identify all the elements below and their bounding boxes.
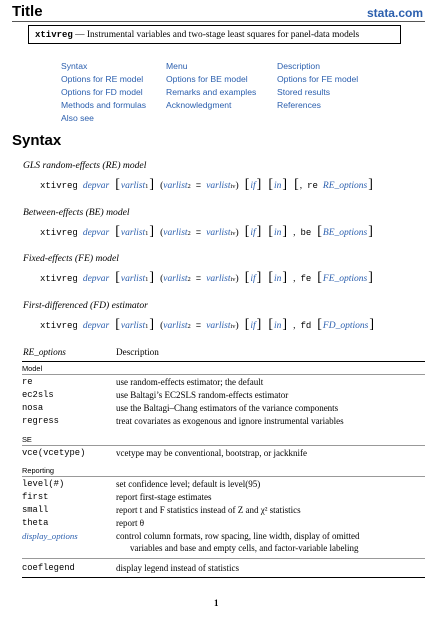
option-nosa: nosa bbox=[22, 403, 44, 413]
link-description[interactable]: Description bbox=[277, 61, 320, 71]
re-options-link[interactable]: RE_options bbox=[322, 181, 368, 191]
option-small: small bbox=[22, 505, 49, 515]
link-options-fe[interactable]: Options for FE model bbox=[277, 74, 359, 84]
model-label-be: Between-effects (BE) model bbox=[23, 207, 130, 218]
group-label-se: SE bbox=[22, 435, 32, 444]
page-title: Title bbox=[12, 3, 43, 20]
option-coeflegend-desc: display legend instead of statistics bbox=[116, 563, 239, 573]
option-small-desc: report t and F statistics instead of Z and χ² statistics bbox=[116, 505, 301, 515]
option-vce: vce(vcetype) bbox=[22, 448, 86, 458]
fd-options-link[interactable]: FD_options bbox=[322, 321, 369, 331]
page-number: 1 bbox=[214, 598, 219, 608]
group-rule bbox=[22, 445, 425, 446]
option-coeflegend: coeflegend bbox=[22, 563, 75, 573]
fe-options-link[interactable]: FE_options bbox=[322, 274, 368, 284]
group-rule bbox=[22, 374, 425, 375]
command-title-box bbox=[28, 25, 401, 44]
link-acknowledgment[interactable]: Acknowledgment bbox=[166, 100, 232, 110]
group-label-model: Model bbox=[22, 364, 43, 373]
varlistiv-link[interactable]: varlist bbox=[206, 181, 231, 191]
link-options-re[interactable]: Options for RE model bbox=[61, 74, 144, 84]
link-also-see[interactable]: Also see bbox=[61, 113, 94, 123]
option-display-options-desc-cont: variables and base and empty cells, and factor-variable labeling bbox=[130, 543, 359, 553]
link-remarks[interactable]: Remarks and examples bbox=[166, 87, 257, 97]
section-heading-syntax: Syntax bbox=[12, 132, 62, 149]
syntax-line-fe: xtivreg depvar [ varlist 1 ] ( varlist 2 = varlist iv ) [ if ] [ in ] , fe [ FE_options ] bbox=[40, 270, 373, 285]
option-nosa-desc: use the Baltagi–Chang estimators of the variance components bbox=[116, 403, 339, 413]
option-ec2sls: ec2sls bbox=[22, 390, 54, 400]
command-name: xtivreg bbox=[35, 30, 73, 40]
group-rule bbox=[22, 476, 425, 477]
option-theta: theta bbox=[22, 518, 49, 528]
model-label-re: GLS random-effects (RE) model bbox=[23, 160, 147, 171]
if-link[interactable]: if bbox=[250, 181, 256, 191]
depvar-link[interactable]: depvar bbox=[82, 181, 110, 191]
model-label-fe: Fixed-effects (FE) model bbox=[23, 253, 119, 264]
syntax-line-fd: xtivreg depvar [ varlist 1 ] ( varlist 2 = varlist iv ) [ if ] [ in ] , fd [ FD_options ] bbox=[40, 317, 374, 332]
cmd-name: xtivreg bbox=[40, 181, 78, 191]
option-regress: regress bbox=[22, 416, 59, 426]
group-label-reporting: Reporting bbox=[22, 466, 55, 475]
title-rule bbox=[12, 21, 425, 22]
link-methods[interactable]: Methods and formulas bbox=[61, 100, 147, 110]
table-col2-header: Description bbox=[116, 347, 159, 357]
option-vce-desc: vcetype may be conventional, bootstrap, or jackknife bbox=[116, 448, 307, 458]
syntax-line-re: xtivreg depvar [ varlist 1 ] ( varlist 2 = varlist iv ) [ if ] [ in ] [ , re RE_options ] bbox=[40, 177, 373, 192]
table-header-rule bbox=[22, 361, 425, 362]
option-re-desc: use random-effects estimator; the default bbox=[116, 377, 264, 387]
in-link[interactable]: in bbox=[274, 181, 282, 191]
option-display-options-desc: control column formats, row spacing, line width, display of omitted bbox=[116, 531, 360, 541]
be-options-link[interactable]: BE_options bbox=[322, 228, 368, 238]
link-options-fd[interactable]: Options for FD model bbox=[61, 87, 143, 97]
command-description: — Instrumental variables and two-stage least squares for panel-data models bbox=[75, 30, 360, 40]
varlist1-link[interactable]: varlist bbox=[120, 181, 146, 191]
varlist2-link[interactable]: varlist bbox=[163, 181, 188, 191]
option-level: level(#) bbox=[22, 479, 65, 489]
link-references[interactable]: References bbox=[277, 100, 321, 110]
link-stored-results[interactable]: Stored results bbox=[277, 87, 331, 97]
table-bottom-rule bbox=[22, 577, 425, 578]
link-menu[interactable]: Menu bbox=[166, 61, 188, 71]
site-link[interactable]: stata.com bbox=[366, 6, 423, 20]
syntax-line-be: xtivreg depvar [ varlist 1 ] ( varlist 2 = varlist iv ) [ if ] [ in ] , be [ BE_options ] bbox=[40, 224, 373, 239]
option-first: first bbox=[22, 492, 49, 502]
table-col1-header: RE_options bbox=[23, 347, 66, 357]
option-display-options[interactable]: display_options bbox=[22, 531, 78, 541]
link-options-be[interactable]: Options for BE model bbox=[166, 74, 248, 84]
link-syntax[interactable]: Syntax bbox=[61, 61, 88, 71]
option-first-desc: report first-stage estimates bbox=[116, 492, 212, 502]
option-regress-desc: treat covariates as exogenous and ignore instrumental variables bbox=[116, 416, 344, 426]
model-label-fd: First-differenced (FD) estimator bbox=[23, 300, 148, 311]
option-re: re bbox=[22, 377, 33, 387]
option-theta-desc: report θ bbox=[116, 518, 145, 528]
group-rule bbox=[22, 558, 425, 559]
option-ec2sls-desc: use Baltagi’s EC2SLS random-effects estimator bbox=[116, 390, 289, 400]
option-level-desc: set confidence level; default is level(95) bbox=[116, 479, 261, 489]
